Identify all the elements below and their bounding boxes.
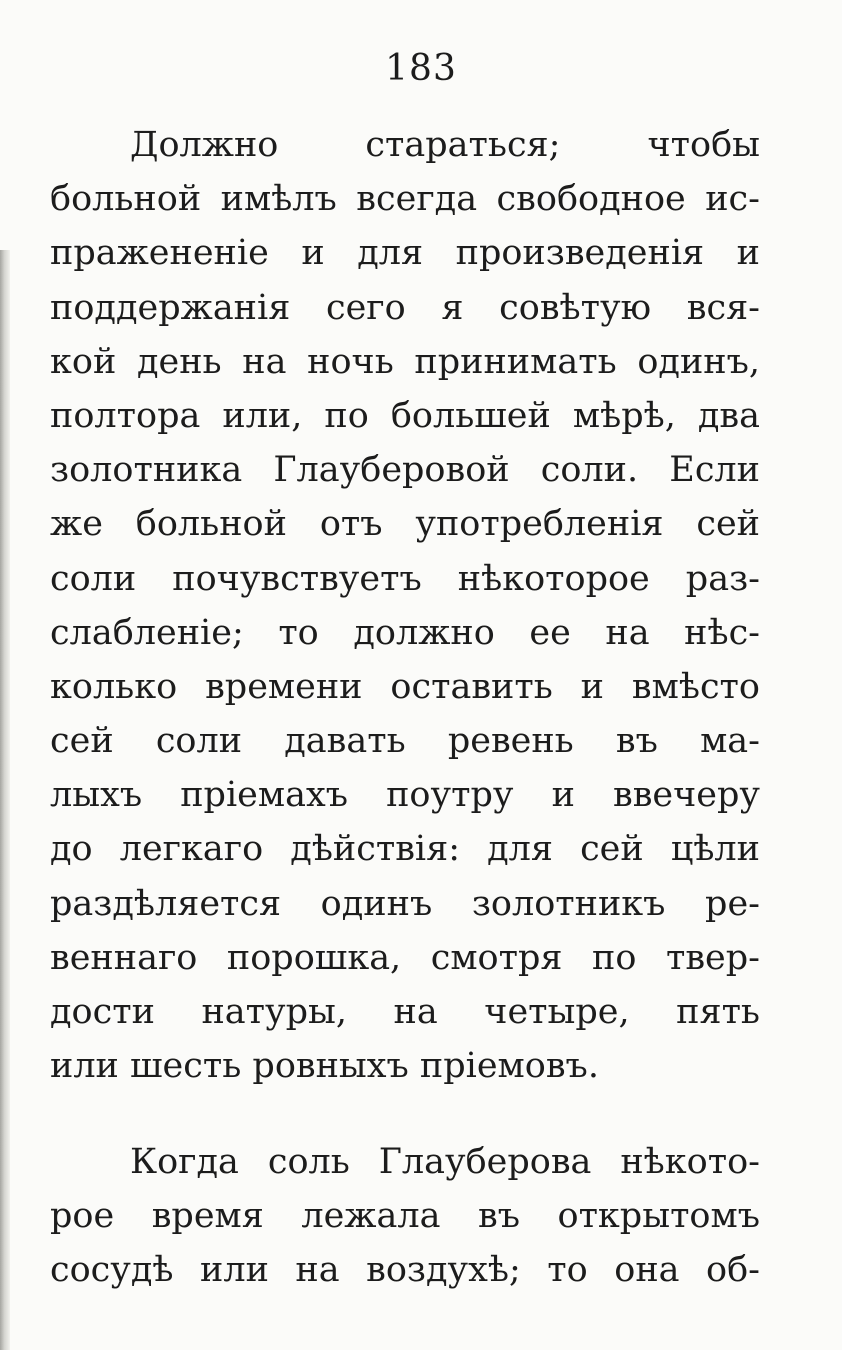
text-line: лыхъ пріемахъ поутру и ввечеру: [50, 775, 760, 816]
page-number: 183: [385, 48, 457, 89]
text-line: соли почувствуетъ нѣкоторое раз-: [50, 558, 760, 599]
text-line: золотника Глауберовой соли. Если: [50, 450, 760, 491]
text-line: больной имѣлъ всегда свободное ис-: [50, 179, 760, 220]
text-line: кой день на ночь принимать одинъ,: [50, 341, 760, 382]
text-line: Когда соль Глауберова нѣкото-: [130, 1142, 760, 1182]
text-line: Должно стараться; чтобы: [130, 125, 760, 165]
paragraph-2: [50, 1135, 760, 1298]
text-line: до легкаго дѣйствія: для сей цѣли: [50, 829, 760, 870]
text-line: веннаго порошка, смотря по твер-: [50, 937, 760, 978]
text-line: поддержанія сего я совѣтую вся-: [50, 287, 760, 328]
page-binding-edge: [0, 250, 10, 1350]
text-line: дости натуры, на четыре, пять: [50, 992, 760, 1032]
text-line: или шесть ровныхъ пріемовъ.: [50, 1046, 599, 1087]
paragraph-1: [50, 118, 760, 1093]
text-line: полтора или, по большей мѣрѣ, два: [50, 395, 760, 436]
text-line: раздѣляется одинъ золотникъ ре-: [50, 883, 760, 924]
text-line: же больной отъ употребленія сей: [50, 504, 760, 545]
text-line: пражененіе и для произведенія и: [50, 233, 760, 274]
text-line: сосудѣ или на воздухѣ; то она об-: [50, 1250, 760, 1291]
text-line: сей соли давать ревень въ ма-: [50, 721, 760, 762]
text-line: слабленіе; то должно ее на нѣс-: [50, 612, 760, 653]
text-line: рое время лежала въ открытомъ: [50, 1196, 760, 1237]
text-line: колько времени оставить и вмѣсто: [50, 666, 760, 707]
